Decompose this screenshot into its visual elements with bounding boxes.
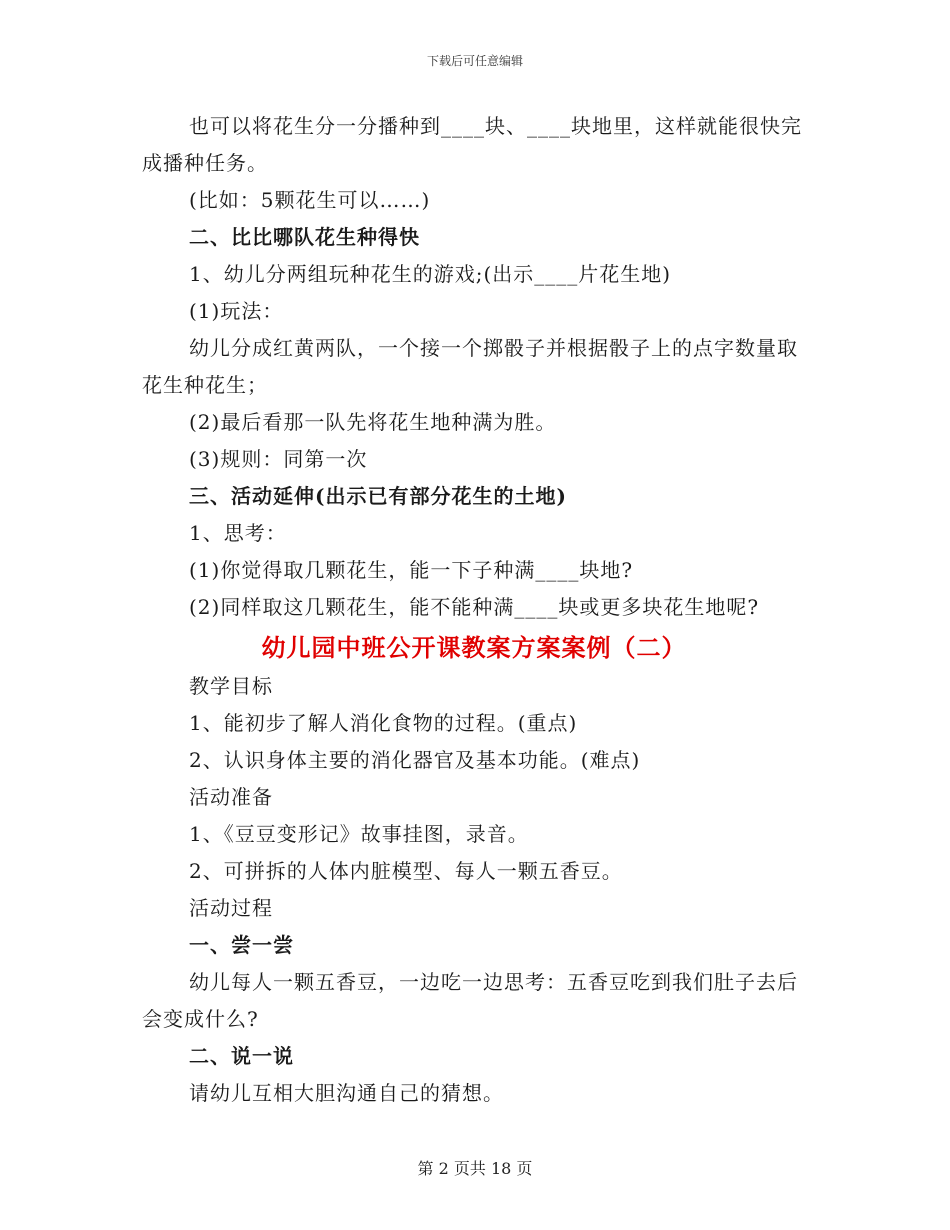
paragraph-prep-2: 2、可拼拆的人体内脏模型、每人一颗五香豆。 xyxy=(189,859,623,883)
section-heading-3: 三、活动延伸(出示已有部分花生的土地) xyxy=(189,484,567,508)
section-heading-2: 二、比比哪队花生种得快 xyxy=(189,225,420,249)
lesson-title: 幼儿园中班公开课教案方案案例（二） xyxy=(261,633,687,662)
paragraph-rules-body: 幼儿分成红黄两队，一个接一个掷骰子并根据骰子上的点字数量取花生种花生； xyxy=(142,336,798,397)
paragraph-goal-2: 2、认识身体主要的消化器官及基本功能。(难点) xyxy=(189,748,641,772)
paragraph-rule-same: (3)规则：同第一次 xyxy=(189,447,368,471)
paragraph-question-2: (2)同样取这几颗花生，能不能种满____块或更多块花生地呢? xyxy=(189,595,760,619)
paragraph-say-body: 请幼儿互相大胆沟通自己的猜想。 xyxy=(189,1081,504,1105)
paragraph-goal-1: 1、能初步了解人消化食物的过程。(重点) xyxy=(189,711,578,735)
paragraph-question-1: (1)你觉得取几颗花生，能一下子种满____块地? xyxy=(189,558,634,582)
paragraph-example: (比如：5颗花生可以……) xyxy=(189,188,431,212)
paragraph-think: 1、思考： xyxy=(189,521,287,545)
paragraph-prep-label: 活动准备 xyxy=(189,785,273,809)
section-heading-taste: 一、尝一尝 xyxy=(189,933,294,957)
document-body xyxy=(142,108,806,1112)
paragraph-taste-body: 幼儿每人一颗五香豆，一边吃一边思考：五香豆吃到我们肚子去后会变成什么? xyxy=(142,970,798,1031)
page-header: 下载后可任意编辑 xyxy=(426,54,523,68)
paragraph-goals-label: 教学目标 xyxy=(189,674,273,698)
page-footer: 第 2 页共 18 页 xyxy=(417,1159,533,1178)
paragraph-win-condition: (2)最后看那一队先将花生地种满为胜。 xyxy=(189,410,557,434)
paragraph-process-label: 活动过程 xyxy=(189,896,273,920)
paragraph-planting: 也可以将花生分一分播种到____块、____块地里，这样就能很快完成播种任务。 xyxy=(142,114,802,175)
paragraph-rules-label: (1)玩法： xyxy=(189,299,284,323)
paragraph-prep-1: 1、《豆豆变形记》故事挂图，录音。 xyxy=(189,822,529,846)
paragraph-game: 1、幼儿分两组玩种花生的游戏;(出示____片花生地) xyxy=(189,262,672,286)
section-heading-say: 二、说一说 xyxy=(189,1044,294,1068)
